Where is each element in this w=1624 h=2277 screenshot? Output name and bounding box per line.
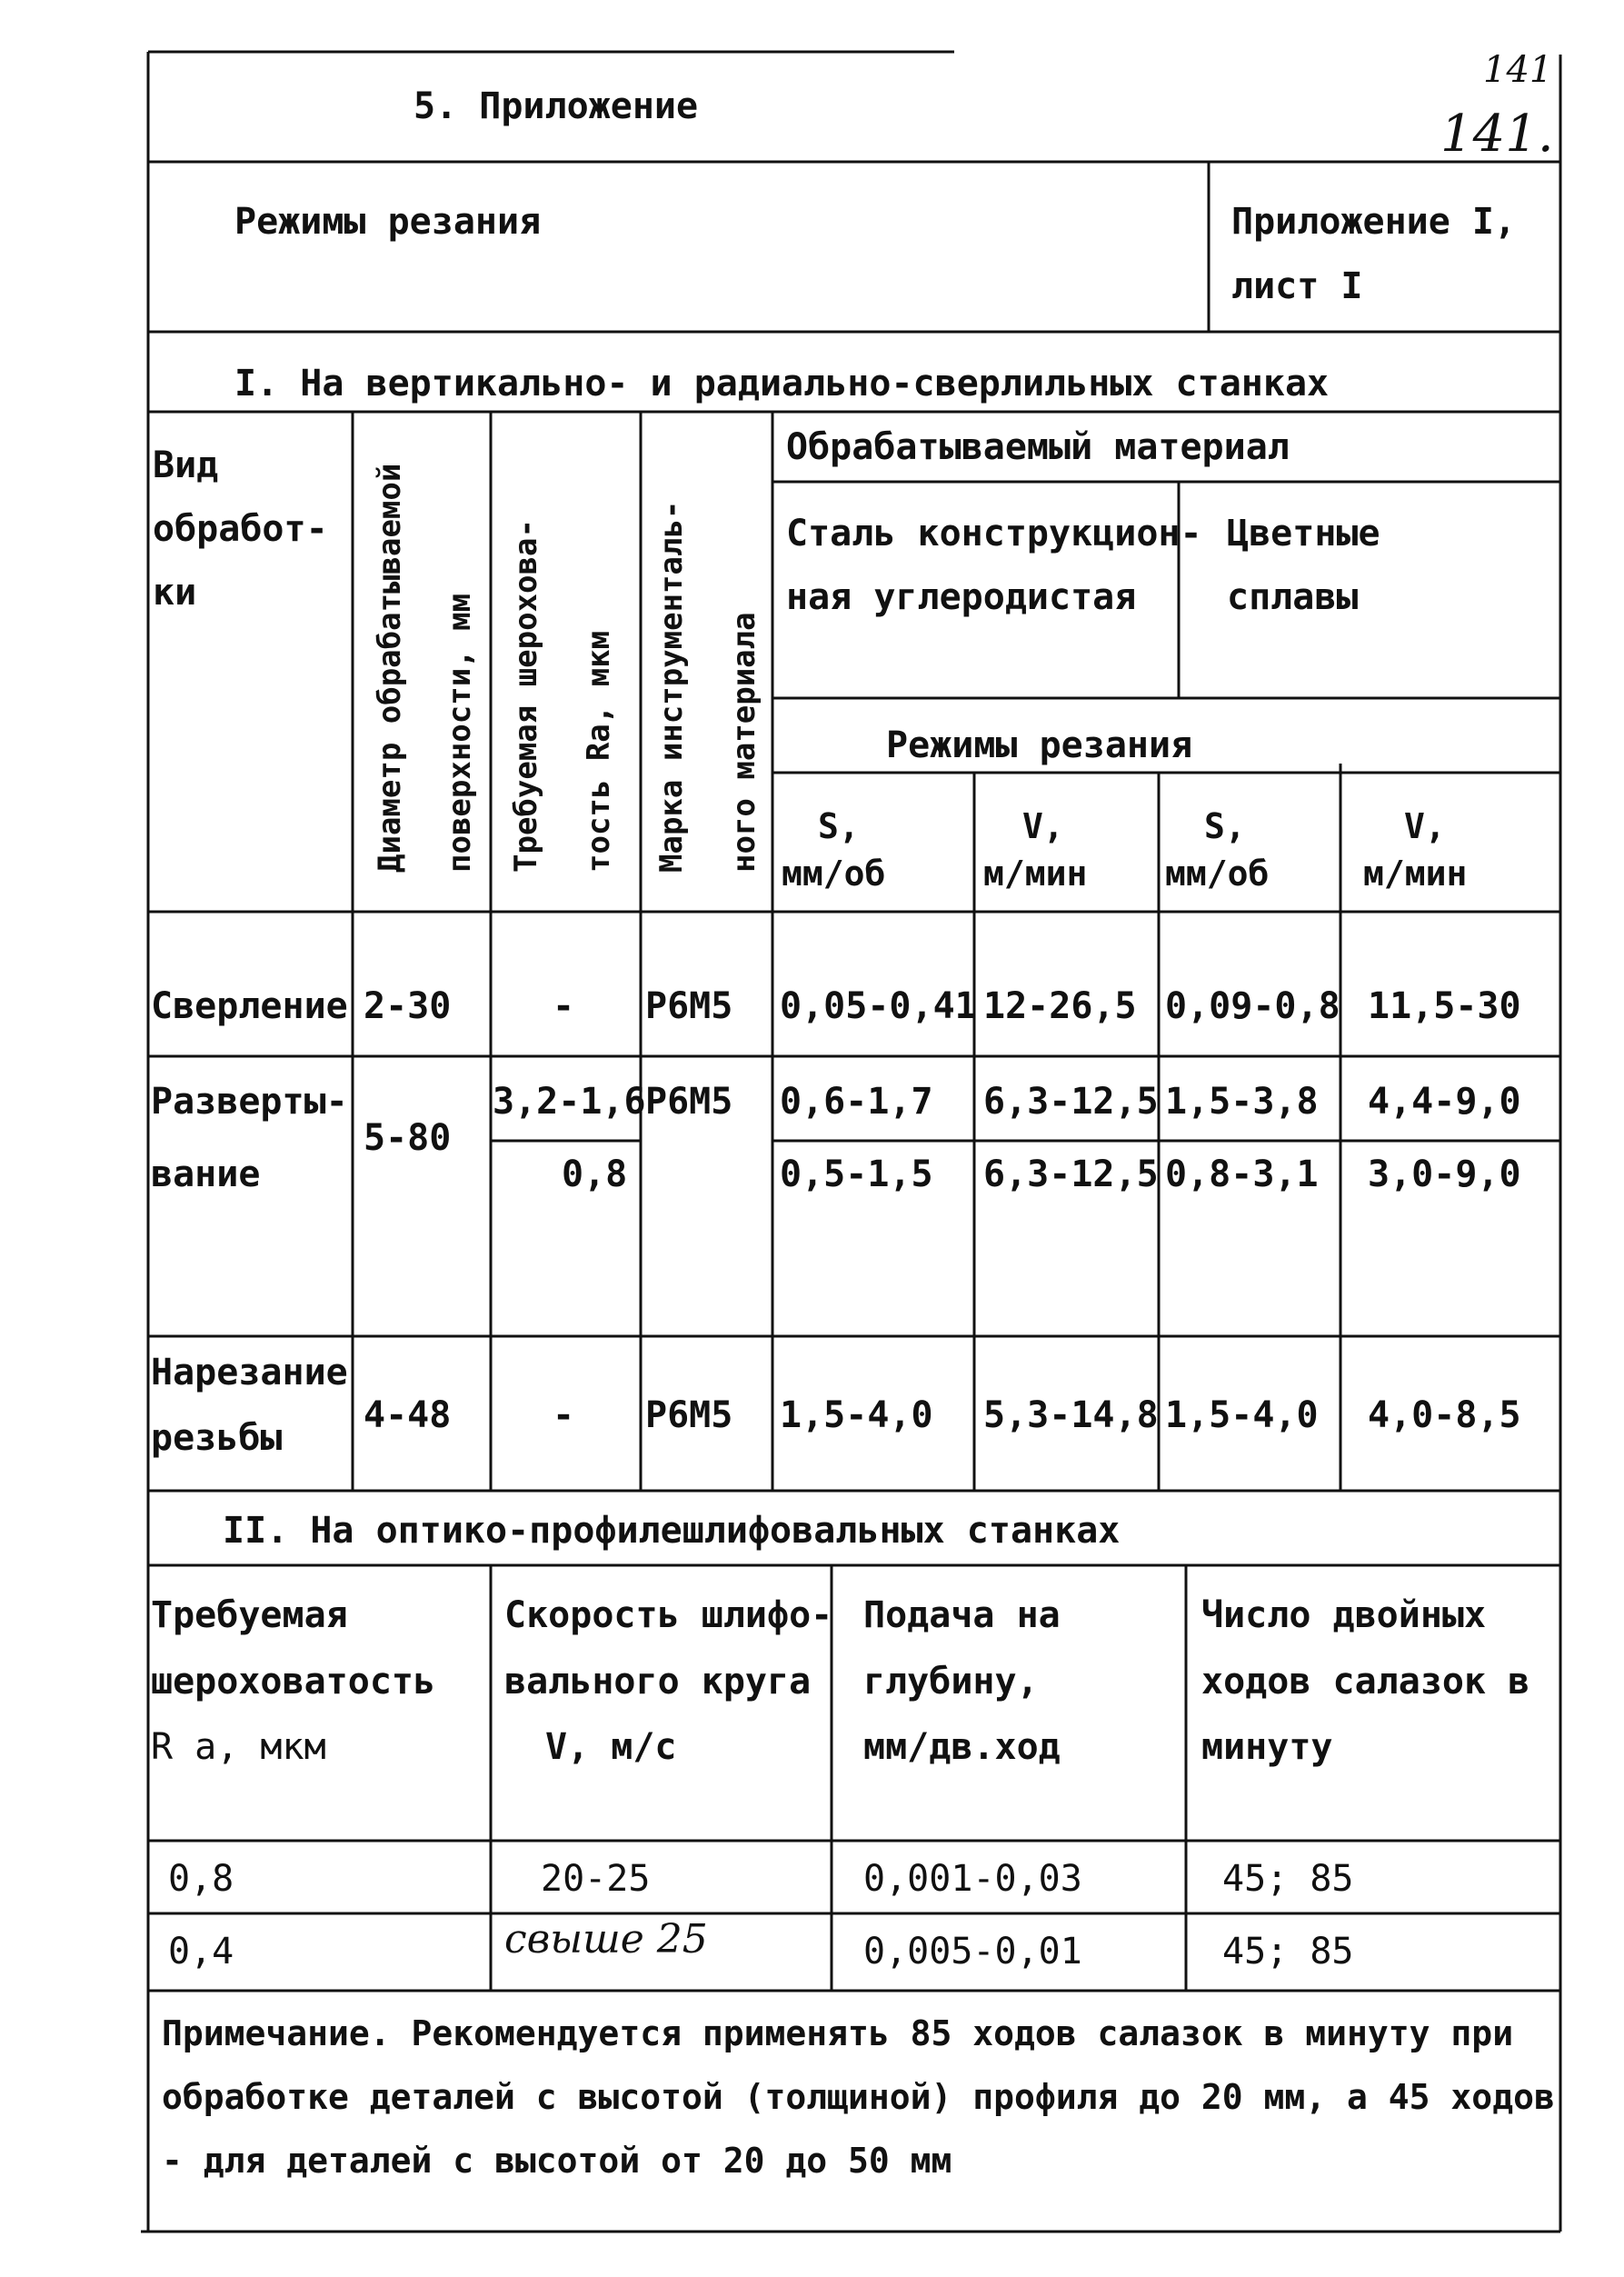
row-reaming-ra-1: 3,2-1,6 [493,1081,646,1123]
row-threading-tool: Р6М5 [645,1394,733,1436]
section-title: 5. Приложение [413,85,699,127]
row-reaming-a-val-2: 6,3-12,5 [983,1081,1159,1123]
p2-row1-strokes: 45; 85 [1222,1858,1354,1900]
header-title: Режимы резания [234,201,542,243]
sub-col-s-alloy: S, [1204,806,1246,846]
row-reaming-a-val-1: 0,6-1,7 [780,1081,933,1123]
appendix-line2: лист I [1231,265,1363,307]
p2-col1-line1: Требуемая [151,1594,348,1636]
row-threading-ra: - [553,1394,575,1436]
p2-col3-line2: глубину, [863,1661,1039,1703]
row-reaming-op-line2: вание [151,1153,261,1195]
note-line3: - для деталей с высотой от 20 до 50 мм [162,2141,952,2181]
p2-row2-strokes: 45; 85 [1222,1931,1354,1972]
steel-line1: Сталь конструкцион- [786,513,1202,554]
p2-col2-line1: Скорость шлифо- [504,1594,833,1636]
row-drilling-val-2: 12-26,5 [983,985,1137,1027]
col-vid-line1: Вид [153,444,219,486]
p2-row2-speed: свыше 25 [504,1916,708,1962]
row-reaming-b-val-4: 3,0-9,0 [1368,1153,1521,1195]
col-diameter-line2: поверхности, мм [442,593,478,873]
sub-col-s-alloy-unit: мм/об [1165,854,1270,894]
note-line1: Примечание. Рекомендуется применять 85 ходов салазок в минуту при [162,2013,1514,2053]
row-reaming-ra-2: 0,8 [562,1153,628,1195]
note-line2: обработке деталей с высотой (толщиной) профиля до 20 мм, а 45 ходов [162,2077,1555,2117]
sub-col-v-alloy-unit: м/мин [1363,854,1468,894]
row-drilling-val-4: 11,5-30 [1368,985,1521,1027]
p2-row2-feed: 0,005-0,01 [863,1931,1082,1972]
sub-col-v-alloy: V, [1404,806,1446,846]
p2-col4-line3: минуту [1201,1726,1333,1768]
p2-row1-ra: 0,8 [168,1858,234,1900]
row-reaming-b-val-1: 0,5-1,5 [780,1153,933,1195]
p2-col2-line2: вального круга [504,1661,812,1703]
row-threading-val-3: 1,5-4,0 [1165,1394,1319,1436]
row-reaming-b-val-2: 6,3-12,5 [983,1153,1159,1195]
col-roughness-line2: тость Ra, мкм [581,630,617,873]
p2-row1-speed: 20-25 [541,1858,651,1900]
col-vid-line2: обработ- [153,508,328,550]
nonferrous-line1: Цветные [1227,513,1380,554]
row-drilling-op: Сверление [151,985,348,1027]
sub-col-v-steel-unit: м/мин [983,854,1088,894]
p2-col3-line3: мм/дв.ход [863,1726,1061,1768]
row-reaming-op-line1: Разверты- [151,1081,348,1123]
row-reaming-diameter: 5-80 [364,1117,452,1159]
col-diameter-line1: Диаметр обрабатываемой [372,463,408,873]
row-reaming-a-val-3: 1,5-3,8 [1165,1081,1319,1123]
p2-col1-line2: шероховатость [151,1661,436,1703]
p2-col4-line1: Число двойных [1201,1594,1487,1636]
col-vid-line3: ки [153,572,197,614]
page-number-printed: 141 [1483,49,1553,91]
page-number-handwritten: 141. [1440,105,1554,164]
p2-col1-line3: R a, мкм [151,1726,326,1768]
sub-col-s-steel: S, [818,806,860,846]
modes-header: Режимы резания [886,724,1193,766]
row-threading-val-2: 5,3-14,8 [983,1394,1159,1436]
row-drilling-ra: - [553,985,575,1027]
material-header: Обрабатываемый материал [786,426,1290,468]
part2-title: II. На оптико-профилешлифовальных станках [223,1510,1121,1552]
row-threading-op-line2: резьбы [151,1417,283,1459]
sub-col-s-steel-unit: мм/об [782,854,886,894]
part1-title: I. На вертикально- и радиально-сверлильных станках [234,363,1330,404]
row-threading-val-4: 4,0-8,5 [1368,1394,1521,1436]
p2-row1-feed: 0,001-0,03 [863,1858,1082,1900]
p2-col4-line2: ходов салазок в [1201,1661,1530,1703]
steel-line2: ная углеродистая [786,576,1137,618]
col-tool-line2: ного материала [726,612,762,873]
row-drilling-val-1: 0,05-0,41 [780,985,977,1027]
row-drilling-diameter: 2-30 [364,985,452,1027]
row-reaming-b-val-3: 0,8-3,1 [1165,1153,1319,1195]
row-reaming-a-val-4: 4,4-9,0 [1368,1081,1521,1123]
col-tool-line1: Марка инструменталь- [653,500,690,873]
row-reaming-tool: Р6М5 [645,1081,733,1123]
nonferrous-line2: сплавы [1227,576,1359,618]
col-roughness-line1: Требуемая шерохова- [508,519,544,873]
row-threading-val-1: 1,5-4,0 [780,1394,933,1436]
row-threading-diameter: 4-48 [364,1394,452,1436]
appendix-line1: Приложение I, [1231,201,1517,243]
sub-col-v-steel: V, [1022,806,1064,846]
row-drilling-tool: Р6М5 [645,985,733,1027]
row-drilling-val-3: 0,09-0,8 [1165,985,1340,1027]
p2-col2-line3: V, м/с [545,1726,677,1768]
p2-col3-line1: Подача на [863,1594,1061,1636]
row-threading-op-line1: Нарезание [151,1352,348,1393]
p2-row2-ra: 0,4 [168,1931,234,1972]
